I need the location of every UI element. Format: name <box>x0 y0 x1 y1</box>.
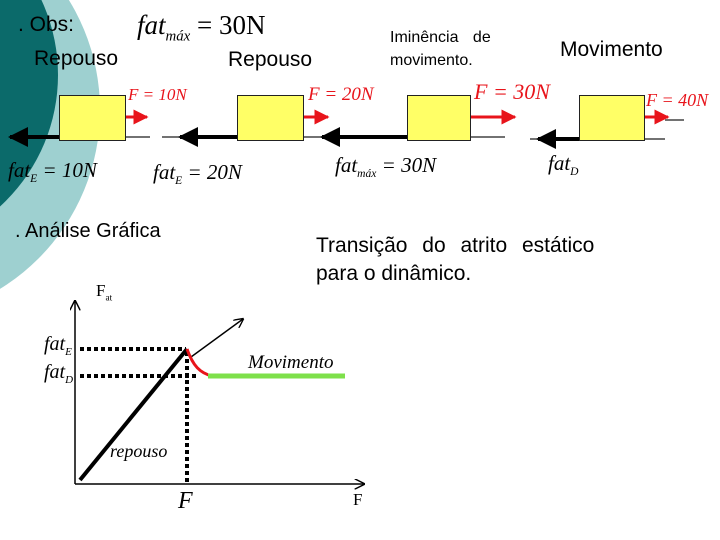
friction-4-base: fat <box>548 151 571 175</box>
friction-label-3 <box>335 153 436 180</box>
friction-1-rest: = 10N <box>37 158 97 182</box>
transition-text-line2: para o dinâmico. <box>316 262 472 285</box>
graph-region-rest: repouso <box>110 441 168 461</box>
force-label-2: F = 20N <box>308 84 374 105</box>
friction-4-sub: D <box>570 166 579 179</box>
friction-3-rest: = 30N <box>376 153 437 177</box>
y-axis-label-sub: at <box>105 293 113 304</box>
friction-label-4 <box>548 151 579 178</box>
graph-y-axis-label <box>96 281 112 303</box>
graph-level-static-label <box>44 333 72 358</box>
block-1 <box>59 95 126 141</box>
friction-1-base: fat <box>8 158 31 182</box>
friction-1-sub: E <box>30 173 38 186</box>
friction-3-sub: máx <box>357 168 377 181</box>
obs-heading: . Obs: <box>18 13 75 36</box>
graph-continuation-arrow <box>191 319 243 357</box>
graph-region-motion: Movimento <box>248 352 334 373</box>
y-axis-label-main: F <box>96 281 106 300</box>
friction-3-base: fat <box>335 153 358 177</box>
transition-text-line1: Transição do atrito estático <box>316 234 595 257</box>
graph-transition-curve <box>187 349 212 376</box>
formula-top-rest: = 30N <box>190 10 266 40</box>
force-label-4: F = 40N <box>646 90 709 110</box>
stage-3-label-line1: Iminência de <box>390 29 491 46</box>
stage-1-label: Repouso <box>34 47 119 70</box>
force-label-3: F = 30N <box>474 79 550 104</box>
block-4 <box>579 95 645 141</box>
analysis-heading: . Análise Gráfica <box>15 220 161 242</box>
friction-2-sub: E <box>175 175 183 188</box>
level-dynamic-base: fat <box>44 361 66 383</box>
formula-top-base: fat <box>137 10 166 40</box>
friction-label-1 <box>8 158 97 185</box>
stage-2-label: Repouso <box>228 48 313 71</box>
force-label-1: F = 10N <box>128 85 187 104</box>
formula-top-sub: máx <box>165 28 191 45</box>
block-2 <box>237 95 304 141</box>
graph-x-axis-label: F <box>353 490 363 509</box>
graph-level-dynamic-label <box>44 361 73 386</box>
formula-fat-max-top <box>137 10 265 45</box>
level-static-sub: E <box>65 346 72 358</box>
level-dynamic-sub: D <box>65 374 74 386</box>
friction-label-2 <box>153 160 242 187</box>
friction-2-rest: = 20N <box>182 160 242 184</box>
block-3 <box>407 95 471 141</box>
friction-2-base: fat <box>153 160 176 184</box>
level-static-base: fat <box>44 333 66 355</box>
stage-4-label: Movimento <box>560 38 663 61</box>
stage-3-label-line2: movimento. <box>390 52 473 69</box>
graph-tick-F: F <box>178 488 193 514</box>
